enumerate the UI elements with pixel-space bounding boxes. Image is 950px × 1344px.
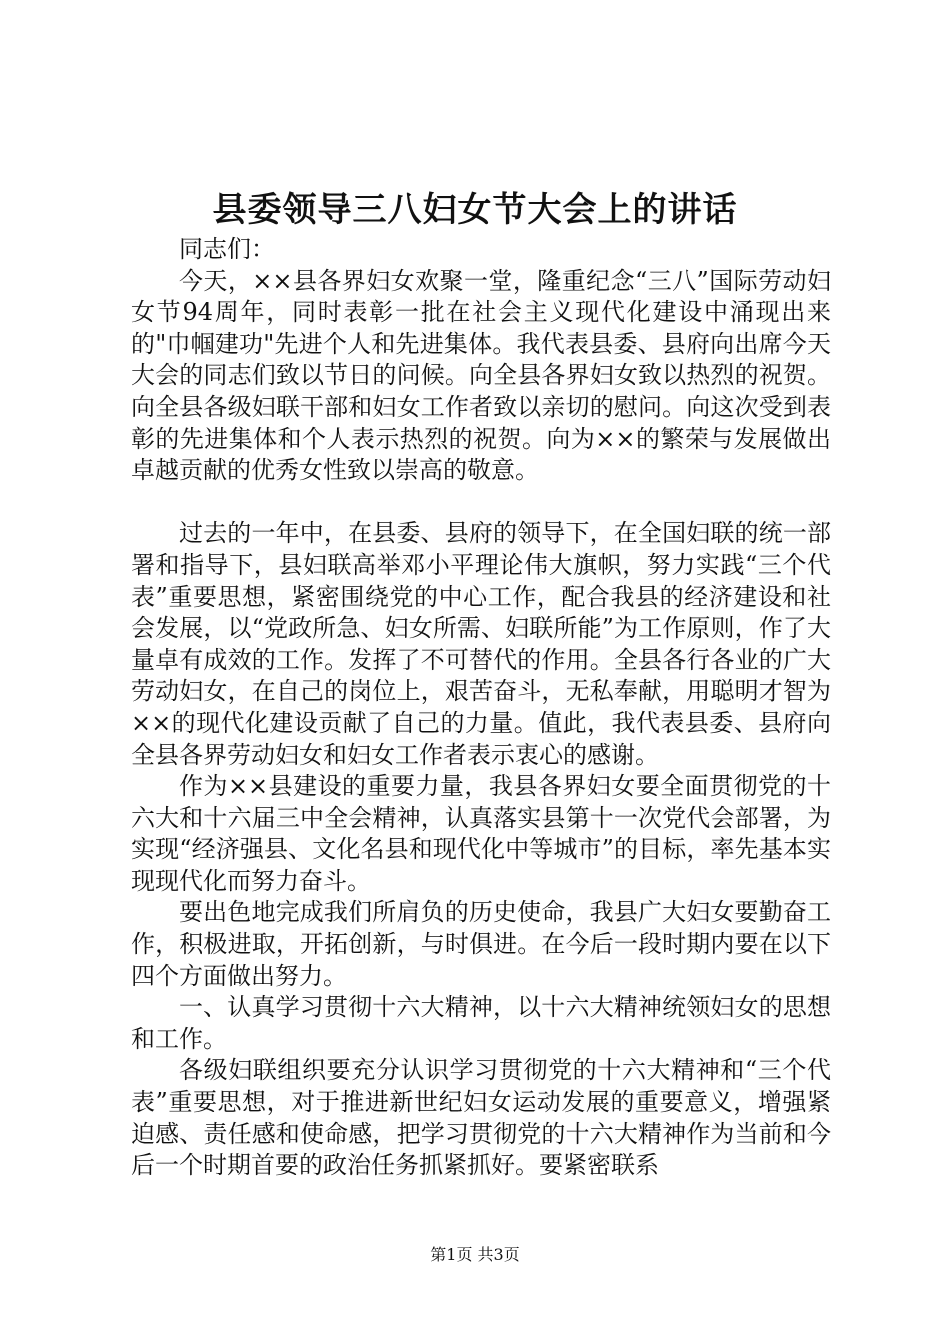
goal-paragraph: 作为××县建设的重要力量，我县各界妇女要全面贯彻党的十六大和十六届三中全会精神，认真落实县第十一次党代会部署，为实现“经济强县、文化名县和现代化中等城市”的目标，率先基本实现现代化而努力奋斗。 bbox=[131, 772, 831, 895]
document-body bbox=[131, 234, 831, 1182]
review-paragraph: 过去的一年中，在县委、县府的领导下，在全国妇联的统一部署和指导下，县妇联高举邓小平理论伟大旗帜，努力实践“三个代表”重要思想，紧密围绕党的中心工作，配合我县的经济建设和社会发展，以“党政所急、妇女所需、妇联所能”为工作原则，作了大量卓有成效的工作。发挥了不可替代的作用。全县各行各业的广大劳动妇女，在自己的岗位上，艰苦奋斗，无私奉献，用聪明才智为××的现代化建设贡献了自己的力量。值此，我代表县委、县府向全县各界劳动妇女和妇女工作者表示衷心的感谢。 bbox=[131, 519, 831, 769]
page-number-footer: 第1页 共3页 bbox=[430, 1245, 520, 1264]
opening-paragraph: 今天，××县各界妇女欢聚一堂，隆重纪念“三八”国际劳动妇女节94周年，同时表彰一批在社会主义现代化建设中涌现出来的"巾帼建功"先进个人和先进集体。我代表县委、县府向出席今天大会的同志们致以节日的问候。向全县各界妇女致以热烈的祝贺。向全县各级妇联干部和妇女工作者致以亲切的慰问。向这次受到表彰的先进集体和个人表示热烈的祝贺。向为××的繁荣与发展做出卓越贡献的优秀女性致以崇高的敬意。 bbox=[131, 266, 831, 485]
salutation-paragraph: 同志们： bbox=[179, 235, 275, 263]
section-heading-one: 一、认真学习贯彻十六大精神，以十六大精神统领妇女的思想和工作。 bbox=[131, 993, 831, 1053]
mission-paragraph: 要出色地完成我们所肩负的历史使命，我县广大妇女要勤奋工作，积极进取，开拓创新，与时俱进。在今后一段时期内要在以下四个方面做出努力。 bbox=[131, 898, 831, 990]
document-title: 县委领导三八妇女节大会上的讲话 bbox=[212, 190, 738, 230]
section-one-paragraph: 各级妇联组织要充分认识学习贯彻党的十六大精神和“三个代表”重要思想，对于推进新世纪妇女运动发展的重要意义，增强紧迫感、责任感和使命感，把学习贯彻党的十六大精神作为当前和今后一个时期首要的政治任务抓紧抓好。要紧密联系 bbox=[131, 1056, 831, 1180]
